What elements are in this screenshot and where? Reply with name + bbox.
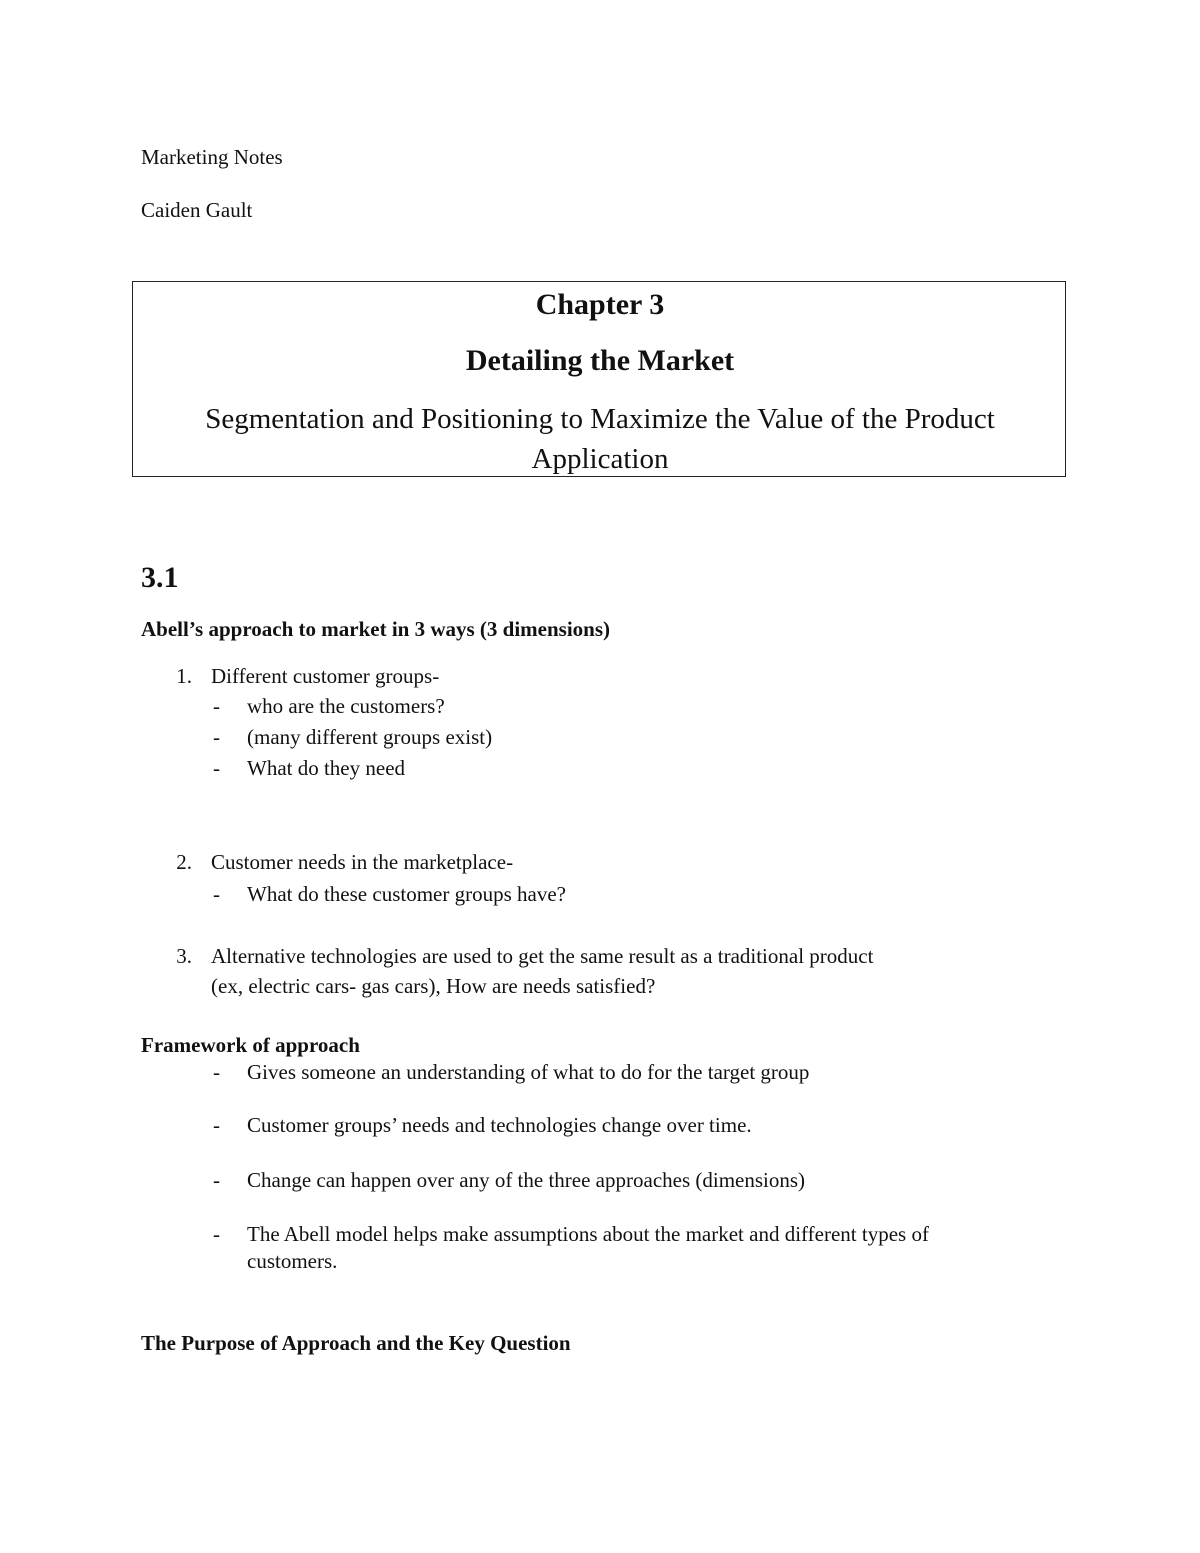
sub-list-item: What do these customer groups have? [247, 882, 566, 906]
bullet-dash: - [213, 725, 220, 749]
framework-bullet: The Abell model helps make assumptions about the market and different types of [247, 1222, 929, 1246]
framework-heading: Framework of approach [141, 1033, 360, 1057]
section-number: 3.1 [141, 561, 179, 594]
author-name: Caiden Gault [141, 198, 253, 222]
sub-list-item: who are the customers? [247, 694, 445, 718]
chapter-heading: Detailing the Market [465, 344, 735, 377]
framework-bullet: Change can happen over any of the three approaches (dimensions) [247, 1168, 806, 1192]
list-item: Different customer groups- [211, 664, 440, 688]
section-heading: Abell’s approach to market in 3 ways (3 dimensions) [141, 617, 611, 641]
framework-bullet-continuation: customers. [247, 1249, 338, 1273]
list-number: 2. [176, 850, 192, 874]
list-item-continuation: (ex, electric cars- gas cars), How are needs satisfied? [211, 974, 656, 998]
bullet-dash: - [213, 1113, 220, 1137]
document-title: Marketing Notes [141, 145, 283, 169]
list-item: Alternative technologies are used to get the same result as a traditional product [211, 944, 874, 968]
framework-bullet: Gives someone an understanding of what to do for the target group [247, 1060, 810, 1084]
sub-list-item: What do they need [247, 756, 406, 780]
sub-list-item: (many different groups exist) [247, 725, 493, 749]
bullet-dash: - [213, 756, 220, 780]
bullet-dash: - [213, 1060, 220, 1084]
list-number: 3. [176, 944, 192, 968]
bullet-dash: - [213, 694, 220, 718]
list-item: Customer needs in the marketplace- [211, 850, 514, 874]
list-number: 1. [176, 664, 192, 688]
bullet-dash: - [213, 1222, 220, 1246]
chapter-subtitle: Segmentation and Positioning to Maximize the Value of the Product Application [205, 403, 995, 475]
framework-bullet: Customer groups’ needs and technologies change over time. [247, 1113, 752, 1137]
bullet-dash: - [213, 1168, 220, 1192]
bullet-dash: - [213, 882, 220, 906]
purpose-heading: The Purpose of Approach and the Key Question [141, 1331, 571, 1355]
chapter-title-box [132, 281, 1066, 477]
chapter-number: Chapter 3 [535, 288, 665, 321]
